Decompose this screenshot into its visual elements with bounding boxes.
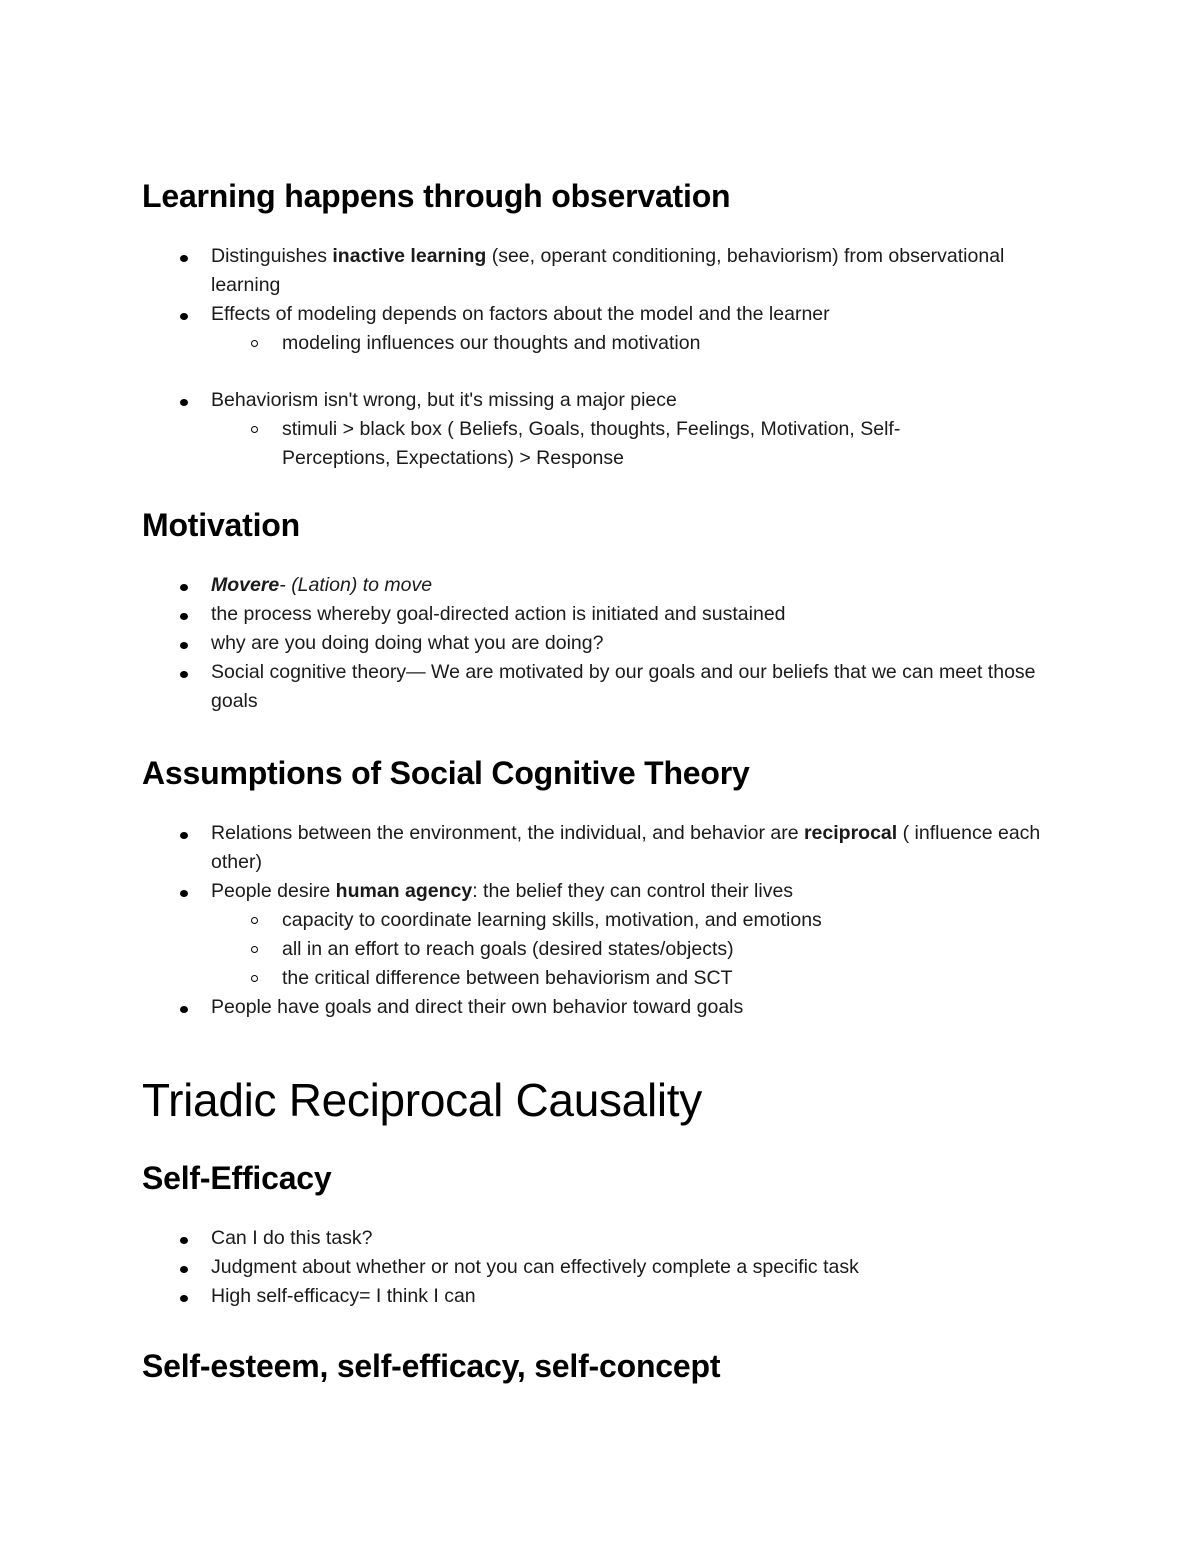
bullet-icon — [180, 1295, 188, 1302]
circle-bullet-icon — [251, 975, 258, 982]
list-item: stimuli > black box ( Beliefs, Goals, thoughts, Feelings, Motivation, Self-Perceptions, Expectations) > Response — [142, 415, 1042, 473]
circle-bullet-icon — [251, 917, 258, 924]
list-item: Effects of modeling depends on factors about the model and the learner — [142, 300, 1042, 329]
list-item: all in an effort to reach goals (desired states/objects) — [142, 935, 1042, 964]
heading-motivation: Motivation — [142, 507, 300, 543]
bullet-icon — [180, 642, 188, 649]
list-item: Social cognitive theory— We are motivated by our goals and our beliefs that we can meet those goals — [142, 658, 1042, 716]
list-item: Relations between the environment, the individual, and behavior are reciprocal ( influence each other) — [142, 819, 1042, 877]
list-item: Distinguishes inactive learning (see, operant conditioning, behaviorism) from observational learning — [142, 242, 1042, 300]
bullet-icon — [180, 890, 188, 897]
bullet-icon — [180, 313, 188, 320]
bullet-icon — [180, 399, 188, 406]
list-item: the process whereby goal-directed action is initiated and sustained — [142, 600, 1042, 629]
bullet-icon — [180, 613, 188, 620]
bullet-icon — [180, 1237, 188, 1244]
list-item: Movere- (Lation) to move — [142, 571, 1042, 600]
list-item: Behaviorism isn't wrong, but it's missing a major piece — [142, 386, 1042, 415]
list-item: High self-efficacy= I think I can — [142, 1282, 1042, 1311]
document-page — [142, 176, 1042, 1386]
list-self-efficacy — [142, 1224, 1042, 1311]
bullet-icon — [180, 1006, 188, 1013]
list-item: People desire human agency: the belief they can control their lives — [142, 877, 1042, 906]
list-motivation — [142, 571, 1042, 716]
list-item: Judgment about whether or not you can effectively complete a specific task — [142, 1253, 1042, 1282]
list-item: capacity to coordinate learning skills, motivation, and emotions — [142, 906, 1042, 935]
heading-self-efficacy: Self-Efficacy — [142, 1160, 332, 1196]
circle-bullet-icon — [251, 426, 258, 433]
heading-self-esteem-efficacy-concept: Self-esteem, self-efficacy, self-concept — [142, 1348, 721, 1384]
bullet-icon — [180, 255, 188, 262]
heading-triadic-reciprocal-causality: Triadic Reciprocal Causality — [142, 1074, 702, 1126]
bullet-icon — [180, 1266, 188, 1273]
list-item: People have goals and direct their own behavior toward goals — [142, 993, 1042, 1022]
list-item: the critical difference between behaviorism and SCT — [142, 964, 1042, 993]
heading-assumptions-sct: Assumptions of Social Cognitive Theory — [142, 755, 750, 791]
list-item: modeling influences our thoughts and motivation — [142, 329, 1042, 358]
list-learning-observation — [142, 242, 1042, 473]
bullet-icon — [180, 832, 188, 839]
list-item: why are you doing doing what you are doing? — [142, 629, 1042, 658]
bullet-icon — [180, 671, 188, 678]
circle-bullet-icon — [251, 946, 258, 953]
bullet-icon — [180, 584, 188, 591]
heading-learning-observation: Learning happens through observation — [142, 178, 731, 214]
list-item: Can I do this task? — [142, 1224, 1042, 1253]
circle-bullet-icon — [251, 340, 258, 347]
list-assumptions-sct — [142, 819, 1042, 1022]
